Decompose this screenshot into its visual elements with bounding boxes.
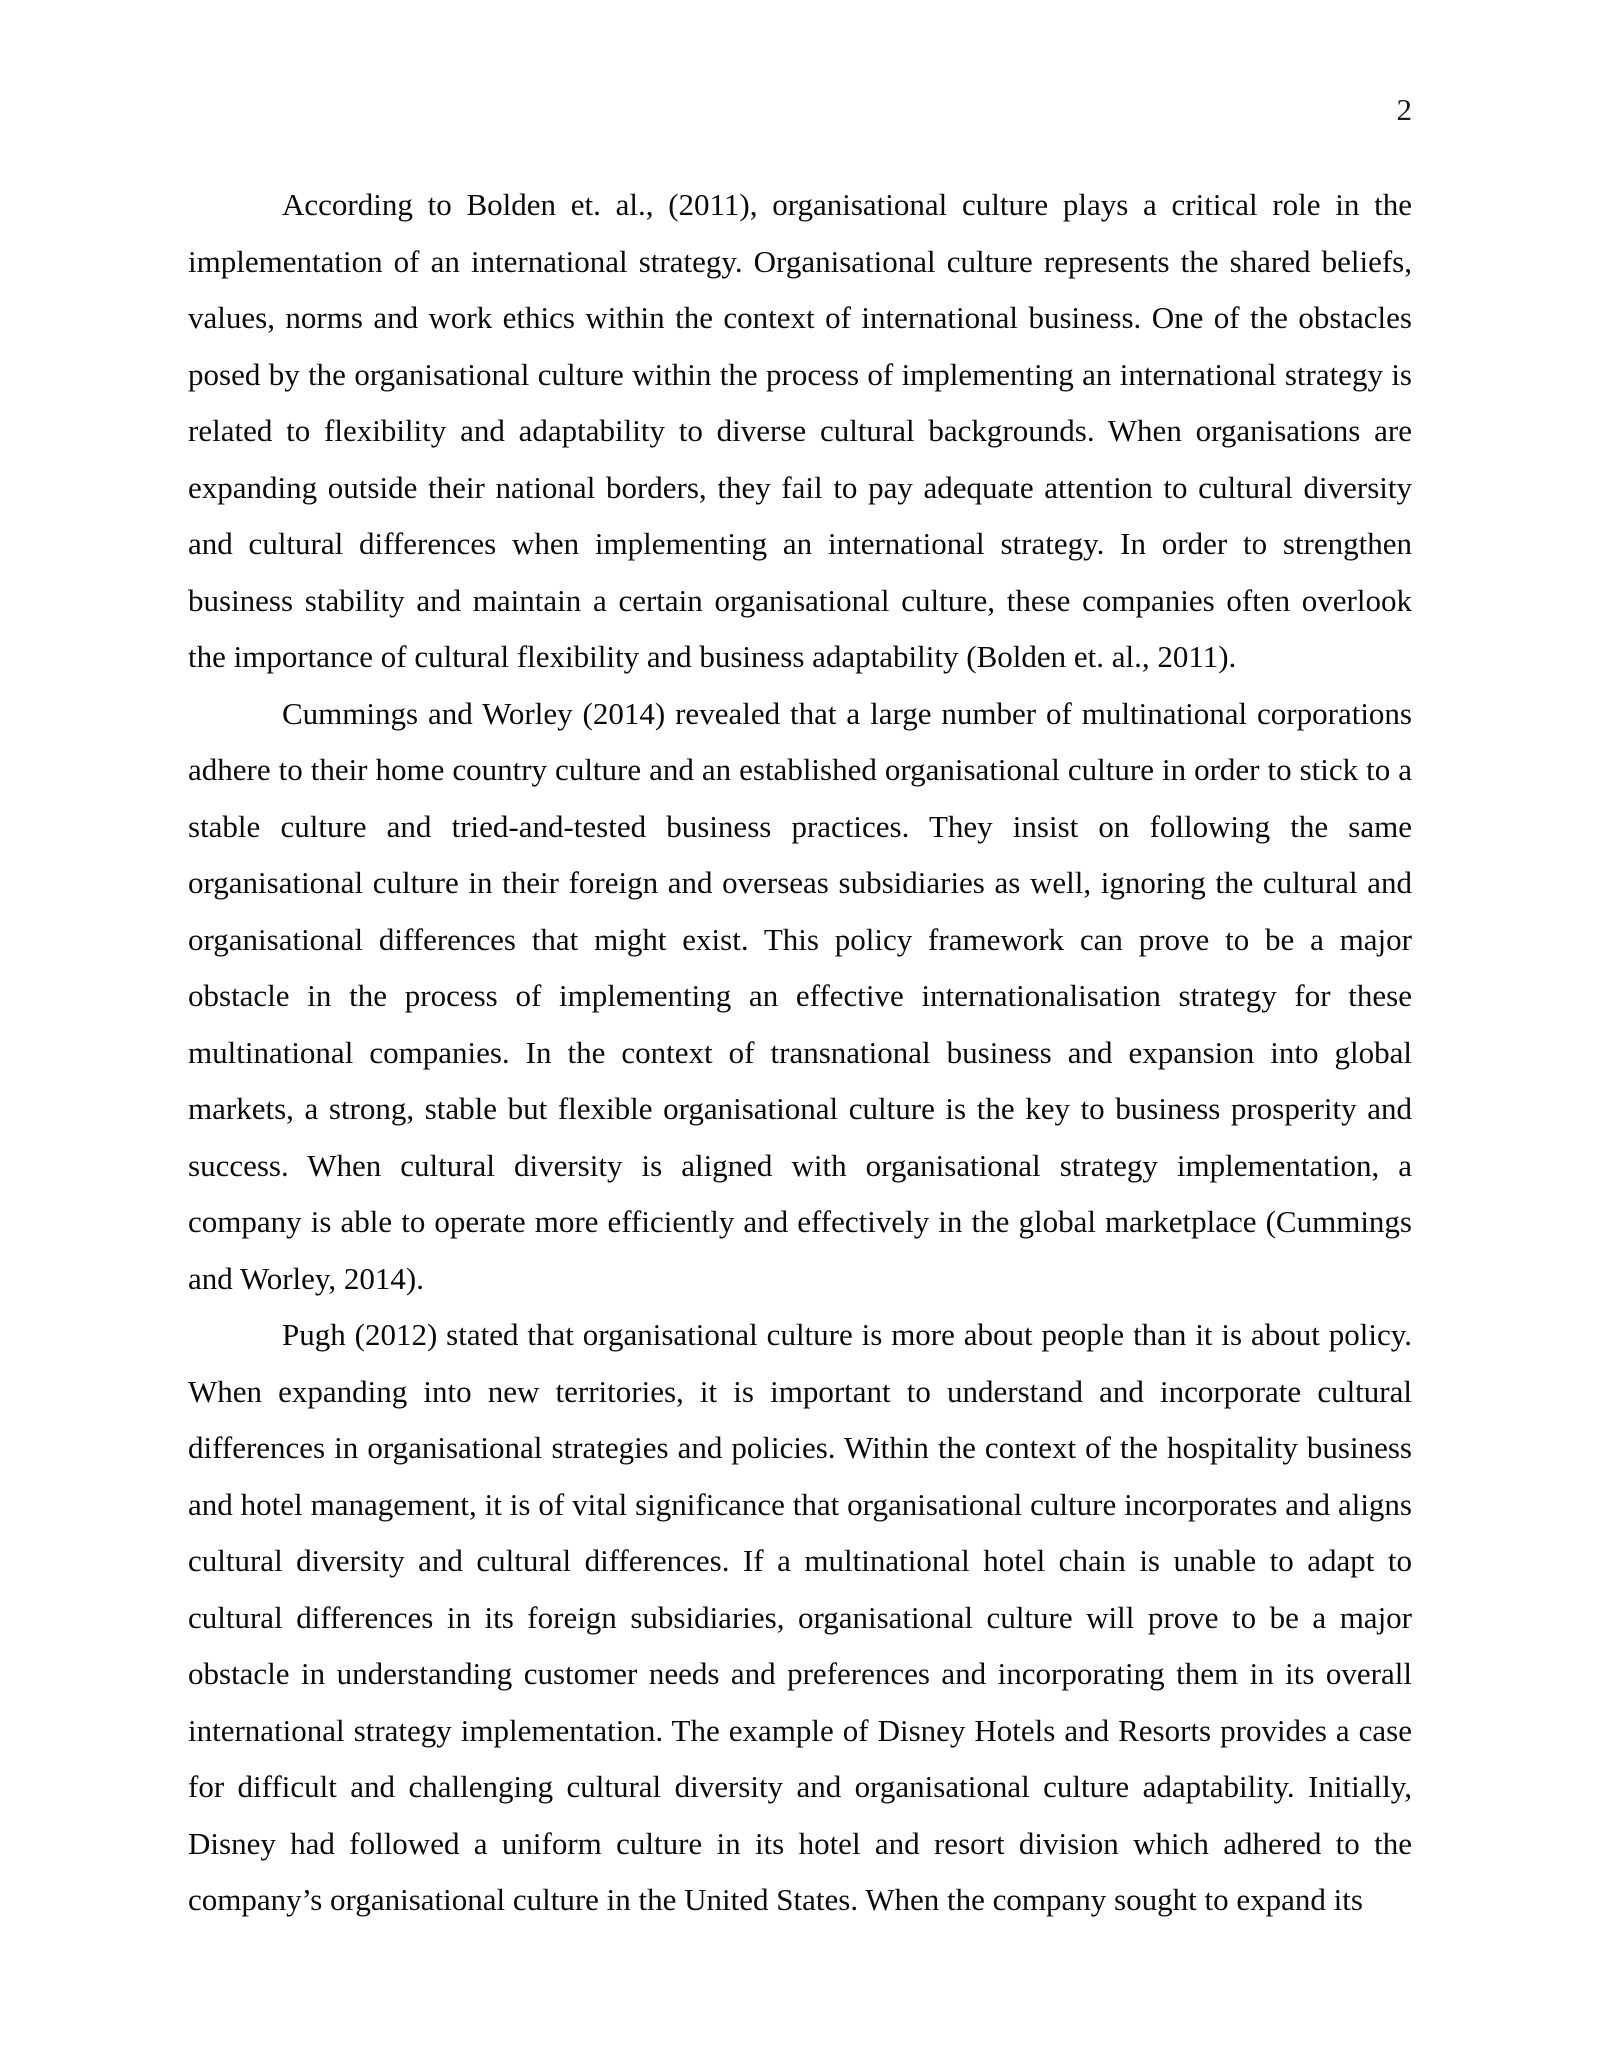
page-body — [188, 177, 1412, 1929]
paragraph-pugh-disney: Pugh (2012) stated that organisational culture is more about people than it is about policy. When expanding into new territories, it is important to understand and incorporate cultural differences in organisational strategies and policies. Within the context of the hospitality business and hotel management, it is of vital significance that organisational culture incorporates and aligns cultural diversity and cultural differences. If a multinational hotel chain is unable to adapt to cultural differences in its foreign subsidiaries, organisational culture will prove to be a major obstacle in understanding customer needs and preferences and incorporating them in its overall international strategy implementation. The example of Disney Hotels and Resorts provides a case for difficult and challenging cultural diversity and organisational culture adaptability. Initially, Disney had followed a uniform culture in its hotel and resort division which adhered to the company’s organisational culture in the United States. When the company sought to expand its — [188, 1317, 1412, 1917]
paragraph-organisational-culture-bolden: According to Bolden et. al., (2011), organisational culture plays a critical role in the implementation of an international strategy. Organisational culture represents the shared beliefs, values, norms and work ethics within the context of international business. One of the obstacles posed by the organisational culture within the process of implementing an international strategy is related to flexibility and adaptability to diverse cultural backgrounds. When organisations are expanding outside their national borders, they fail to pay adequate attention to cultural diversity and cultural differences when implementing an international strategy. In order to strengthen business stability and maintain a certain organisational culture, these companies often overlook the importance of cultural flexibility and business adaptability (Bolden et. al., 2011). — [188, 187, 1412, 674]
paragraph-cummings-worley: Cummings and Worley (2014) revealed that a large number of multinational corporations adhere to their home country culture and an established organisational culture in order to stick to a stable culture and tried-and-tested business practices. They insist on following the same organisational culture in their foreign and overseas subsidiaries as well, ignoring the cultural and organisational differences that might exist. This policy framework can prove to be a major obstacle in the process of implementing an effective internationalisation strategy for these multinational companies. In the context of transnational business and expansion into global markets, a strong, stable but flexible organisational culture is the key to business prosperity and success. When cultural diversity is aligned with organisational strategy implementation, a company is able to operate more efficiently and effectively in the global marketplace (Cummings and Worley, 2014). — [188, 695, 1412, 1296]
page-number: 2 — [1396, 92, 1412, 127]
